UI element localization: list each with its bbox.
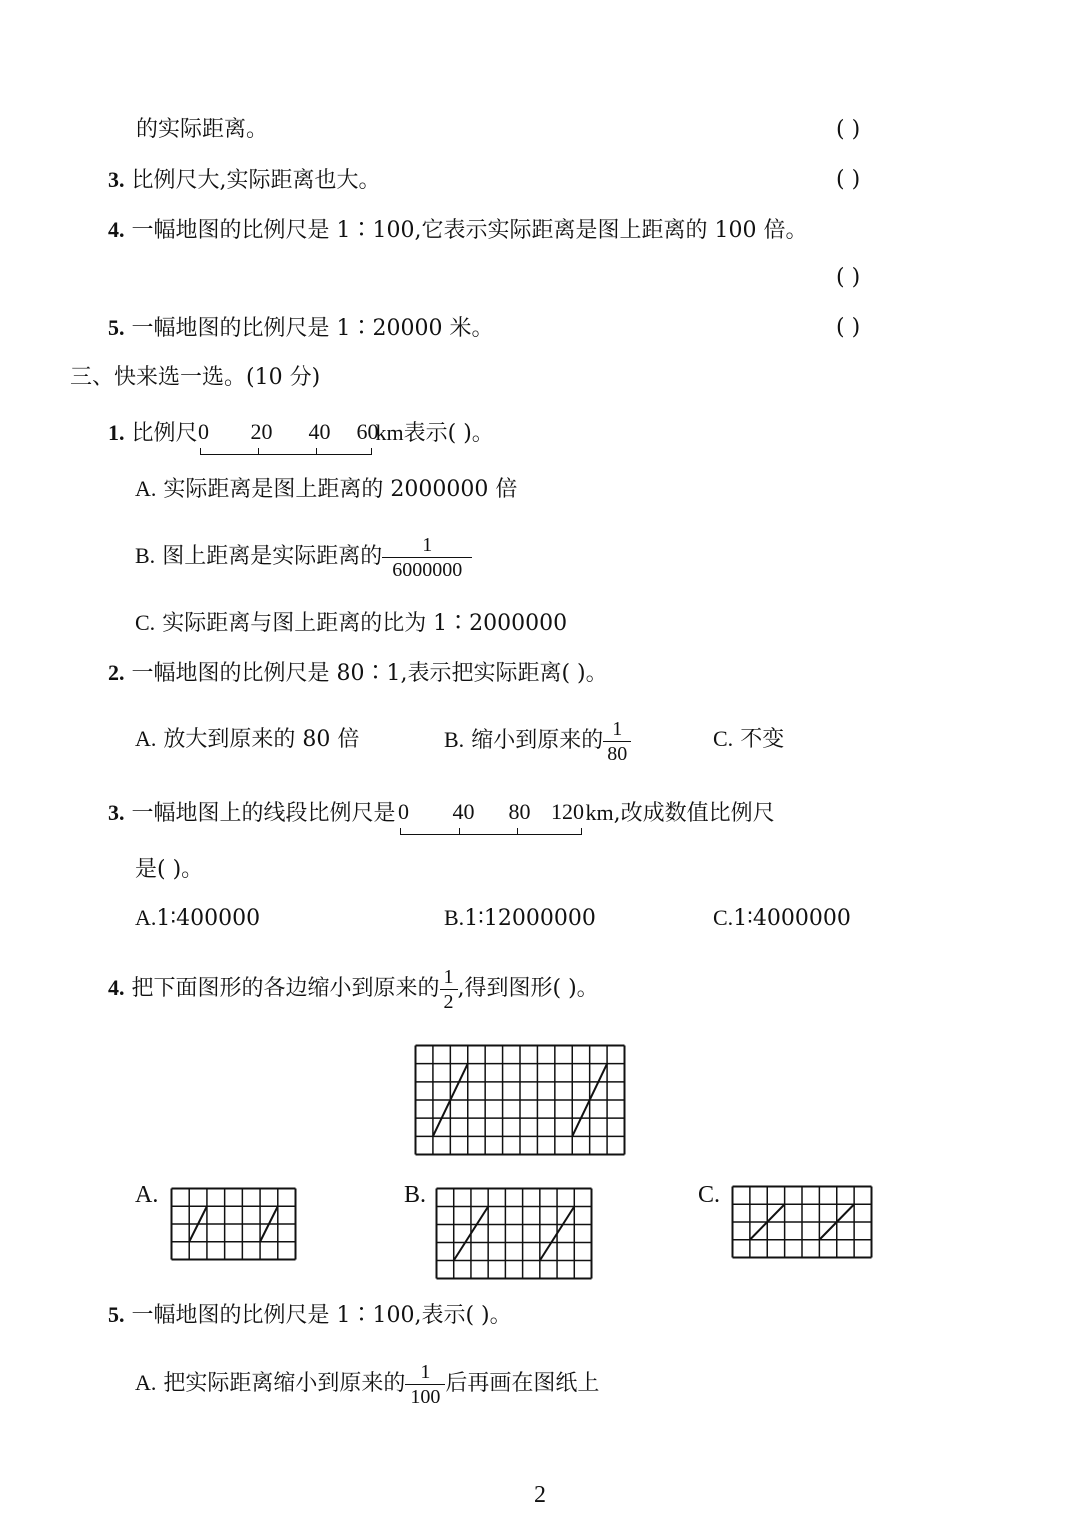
question-5 <box>108 1300 512 1331</box>
question-prefix: 一幅地图上的线段比例尺是 <box>131 801 396 826</box>
section-heading: 三、快来选一选。(10 分) <box>70 365 321 390</box>
scale-label: 0 <box>398 799 410 824</box>
option-c[interactable] <box>135 608 567 639</box>
fraction: $\frac{1}{2}$ <box>440 965 458 1014</box>
question-3 <box>108 798 775 829</box>
question-3-continuation: 是( )。 <box>135 857 204 882</box>
scale-label: 80 <box>508 799 531 824</box>
option-label: C. <box>713 726 734 751</box>
option-c-grid-figure[interactable] <box>731 1185 873 1259</box>
option-text: 1∶400000 <box>156 906 261 931</box>
question-suffix: ,改成数值比例尺 <box>613 801 775 826</box>
option-label: A. <box>135 905 157 930</box>
option-c[interactable] <box>713 724 784 755</box>
page-number: 2 <box>534 1482 546 1508</box>
option-text: 实际距离与图上距离的比为 1∶2000000 <box>162 611 568 636</box>
statement-text: 一幅地图的比例尺是 1∶20000 米。 <box>131 316 494 341</box>
option-c[interactable] <box>713 903 851 934</box>
option-text: 缩小到原来的 <box>471 728 604 753</box>
option-label: B. <box>135 543 156 568</box>
question-4 <box>108 960 599 1017</box>
statement-5 <box>108 313 493 344</box>
question-number: 3. <box>108 167 125 192</box>
statement-text: 比例尺大,实际距离也大。 <box>131 168 381 193</box>
option-b[interactable] <box>444 712 631 769</box>
question-suffix: ,得到图形( )。 <box>457 976 599 1001</box>
question-number: 5. <box>108 1302 125 1327</box>
line-scale-bar <box>198 419 379 447</box>
option-a-label[interactable]: A. <box>135 1182 159 1208</box>
option-text: 把实际距离缩小到原来的 <box>163 1371 406 1396</box>
question-number: 4. <box>108 975 125 1000</box>
option-a[interactable] <box>135 474 517 505</box>
answer-blank[interactable]: ( ) <box>836 265 861 290</box>
scale-label: 120 <box>551 799 585 824</box>
option-label: A. <box>135 1370 157 1395</box>
option-a-grid-figure[interactable] <box>170 1187 297 1261</box>
question-prefix: 比例尺 <box>131 421 198 446</box>
question-number: 1. <box>108 420 125 445</box>
scale-label: 60 <box>356 419 379 444</box>
option-label: C. <box>135 610 156 635</box>
question-number: 3. <box>108 800 125 825</box>
fraction: $\frac{1}{100}$ <box>405 1360 445 1409</box>
option-label: B. <box>444 727 465 752</box>
line-scale-bar <box>400 801 586 827</box>
option-c-label[interactable]: C. <box>698 1182 721 1208</box>
option-text-suffix: 后再画在图纸上 <box>445 1371 600 1396</box>
scale-label: 40 <box>452 799 475 824</box>
option-label: A. <box>135 476 157 501</box>
option-b-grid-figure[interactable] <box>435 1187 593 1280</box>
question-prefix: 把下面图形的各边缩小到原来的 <box>131 976 440 1001</box>
option-a[interactable] <box>135 724 359 755</box>
option-text: 图上距离是实际距离的 <box>162 544 383 569</box>
statement-4 <box>108 215 807 246</box>
option-label: A. <box>135 726 157 751</box>
question-number: 5. <box>108 315 125 340</box>
fraction: $\frac{1}{80}$ <box>603 717 631 766</box>
option-b-label[interactable]: B. <box>404 1182 427 1208</box>
answer-blank[interactable]: ( ) <box>836 315 861 340</box>
fraction: $\frac{1}{6000000}$ <box>382 533 472 582</box>
option-text: 1∶4000000 <box>733 906 851 931</box>
statement-text: 的实际距离。 <box>136 117 269 142</box>
statement-2-continuation <box>136 115 268 145</box>
answer-blank[interactable]: ( ) <box>836 117 861 142</box>
original-grid-figure <box>414 1044 626 1156</box>
question-number: 4. <box>108 217 125 242</box>
option-text: 1∶12000000 <box>464 906 596 931</box>
question-2 <box>108 658 608 689</box>
answer-blank[interactable]: ( ) <box>836 167 861 192</box>
statement-text: 一幅地图的比例尺是 1∶100,它表示实际距离是图上距离的 100 倍。 <box>131 218 808 243</box>
option-text: 放大到原来的 80 倍 <box>163 727 360 752</box>
question-1 <box>108 418 494 449</box>
option-a[interactable] <box>135 903 260 934</box>
scale-line <box>200 448 372 455</box>
scale-label: 40 <box>308 419 331 444</box>
scale-label: 20 <box>250 419 273 444</box>
option-b[interactable] <box>444 903 596 934</box>
scale-label: 0 <box>198 419 210 444</box>
question-text: 一幅地图的比例尺是 80∶1,表示把实际距离( )。 <box>131 661 608 686</box>
option-b[interactable] <box>135 528 472 585</box>
option-text: 不变 <box>740 727 785 752</box>
option-label: C. <box>713 905 734 930</box>
option-label: B. <box>444 905 465 930</box>
option-a[interactable] <box>135 1355 599 1412</box>
scale-unit: km <box>585 800 614 825</box>
question-text: 一幅地图的比例尺是 1∶100,表示( )。 <box>131 1303 512 1328</box>
statement-3 <box>108 165 381 196</box>
scale-line <box>400 828 582 835</box>
option-text: 实际距离是图上距离的 2000000 倍 <box>163 477 518 502</box>
scale-unit: km <box>375 420 404 445</box>
question-number: 2. <box>108 660 125 685</box>
question-suffix: 表示( )。 <box>403 421 494 446</box>
